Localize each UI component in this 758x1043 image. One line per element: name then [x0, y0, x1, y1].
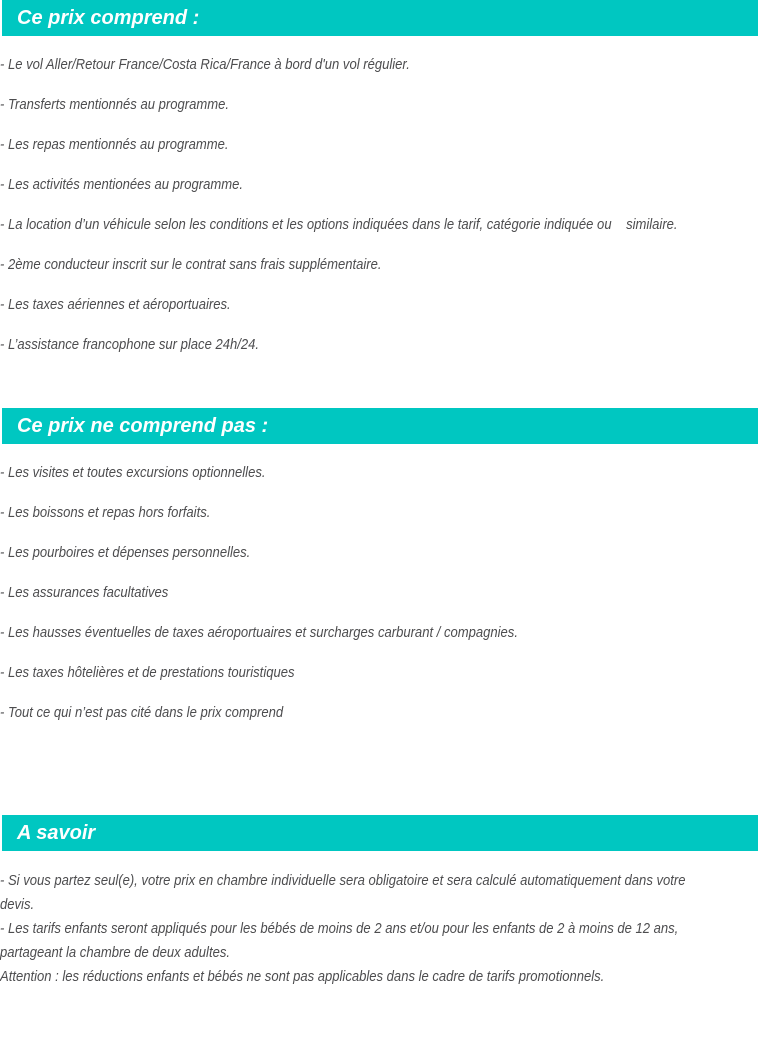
- list-item: - Les taxes hôtelières et de prestations touristiques: [0, 665, 295, 681]
- list-item: - Tout ce qui n’est pas cité dans le prix comprend: [0, 705, 284, 721]
- list-item: - Les boissons et repas hors forfaits.: [0, 505, 211, 521]
- section-title: A savoir: [17, 822, 96, 844]
- list-item: - L’assistance francophone sur place 24h/24.: [0, 337, 260, 353]
- section-price-excludes: [0, 408, 758, 744]
- list-item: - 2ème conducteur inscrit sur le contrat sans frais supplémentaire.: [0, 257, 382, 273]
- list-item: - Les activités mentionées au programme.: [0, 177, 243, 193]
- section-good-to-know: [0, 815, 758, 989]
- list-item: - Transferts mentionnés au programme.: [0, 97, 229, 113]
- paragraph-line: - Si vous partez seul(e), votre prix en chambre individuelle sera obligatoire et sera calculé automatiquement dans votre: [0, 873, 686, 889]
- paragraph-line: Attention : les réductions enfants et bébés ne sont pas applicables dans le cadre de tarifs promotionnels.: [0, 969, 605, 985]
- list-item: - Le vol Aller/Retour France/Costa Rica/France à bord d'un vol régulier.: [0, 57, 410, 73]
- section-title: Ce prix ne comprend pas :: [17, 415, 269, 437]
- section-header-good-to-know: [2, 815, 758, 851]
- paragraph-line: devis.: [0, 897, 35, 913]
- list-item: - Les repas mentionnés au programme.: [0, 137, 229, 153]
- section-header-price-excludes: [2, 408, 758, 444]
- good-to-know-text: [0, 851, 758, 989]
- list-item: - Les pourboires et dépenses personnelles.: [0, 545, 251, 561]
- list-item: - Les assurances facultatives: [0, 585, 169, 601]
- section-title: Ce prix comprend :: [17, 7, 200, 29]
- list-item: - La location d’un véhicule selon les conditions et les options indiquées dans le tarif, catégorie indiquée ou similaire.: [0, 217, 678, 233]
- list-item: - Les visites et toutes excursions optionnelles.: [0, 465, 266, 481]
- section-header-price-includes: [2, 0, 758, 36]
- list-item: - Les hausses éventuelles de taxes aéroportuaires et surcharges carburant / compagnies.: [0, 625, 518, 641]
- paragraph-line: - Les tarifs enfants seront appliqués pour les bébés de moins de 2 ans et/ou pour les enfants de 2 à moins de 12 ans,: [0, 921, 679, 937]
- list-item: - Les taxes aériennes et aéroportuaires.: [0, 297, 231, 313]
- price-excludes-list: [0, 444, 758, 722]
- section-price-includes: [0, 0, 758, 376]
- paragraph-line: partageant la chambre de deux adultes.: [0, 945, 230, 961]
- price-includes-list: [0, 36, 758, 354]
